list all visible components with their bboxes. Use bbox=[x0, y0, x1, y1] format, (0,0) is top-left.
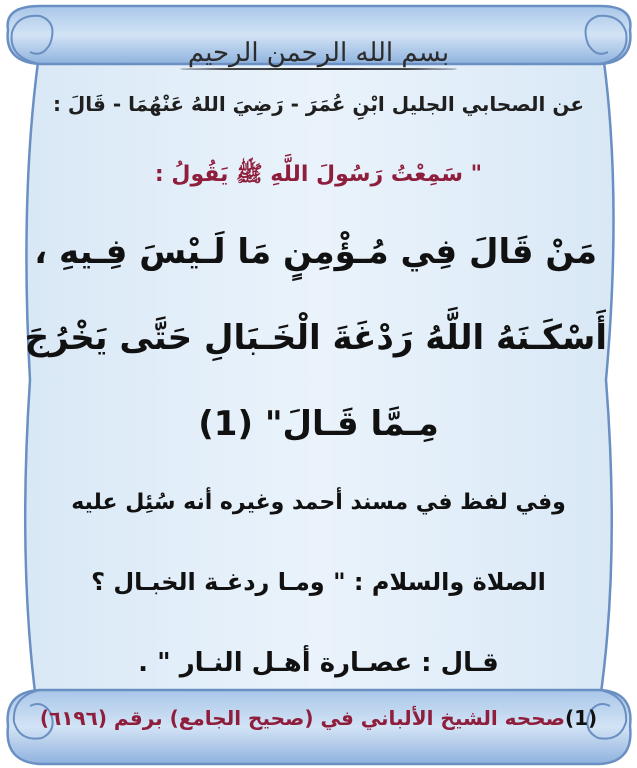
variant-narration-line-1: وفي لفظ في مسند أحمد وغيره أنه سُئِل عليه bbox=[71, 490, 566, 515]
footnote bbox=[20, 706, 617, 730]
hadith-line-3: مِـمَّا قَـالَ" (1) bbox=[198, 404, 439, 444]
footnote-text: صححه الشيخ الألباني في (صحيح الجامع) برقم (٦١٩٦) bbox=[39, 706, 565, 730]
basmala-calligraphy bbox=[150, 28, 487, 78]
hadith-line-1: مَنْ قَالَ فِي مُـؤْمِنٍ مَا لَـيْسَ فِـيهِ ، bbox=[34, 232, 597, 272]
calligraphy-flourish bbox=[180, 68, 457, 70]
narrator-line: عن الصحابي الجليل ابْنِ عُمَرَ - رَضِيَ اللهُ عَنْهُمَا - قَالَ : bbox=[52, 92, 585, 116]
basmala-text: بسم الله الرحمن الرحيم bbox=[187, 38, 450, 68]
quote-intro-line: " سَمِعْتُ رَسُولَ اللَّهِ ﷺ يَقُولُ : bbox=[154, 162, 483, 187]
hadith-line-2: أَسْكَـنَهُ اللَّهُ رَدْغَةَ الْخَـبَالِ حَتَّى يَخْرُجَ bbox=[24, 318, 607, 358]
answer-line: قـال : عصـارة أهـل النـار " . bbox=[138, 648, 499, 678]
variant-narration-line-2: الصلاة والسلام : " ومـا ردغـة الخبـال ؟ bbox=[91, 568, 546, 596]
footnote-number: (1) bbox=[564, 706, 598, 730]
